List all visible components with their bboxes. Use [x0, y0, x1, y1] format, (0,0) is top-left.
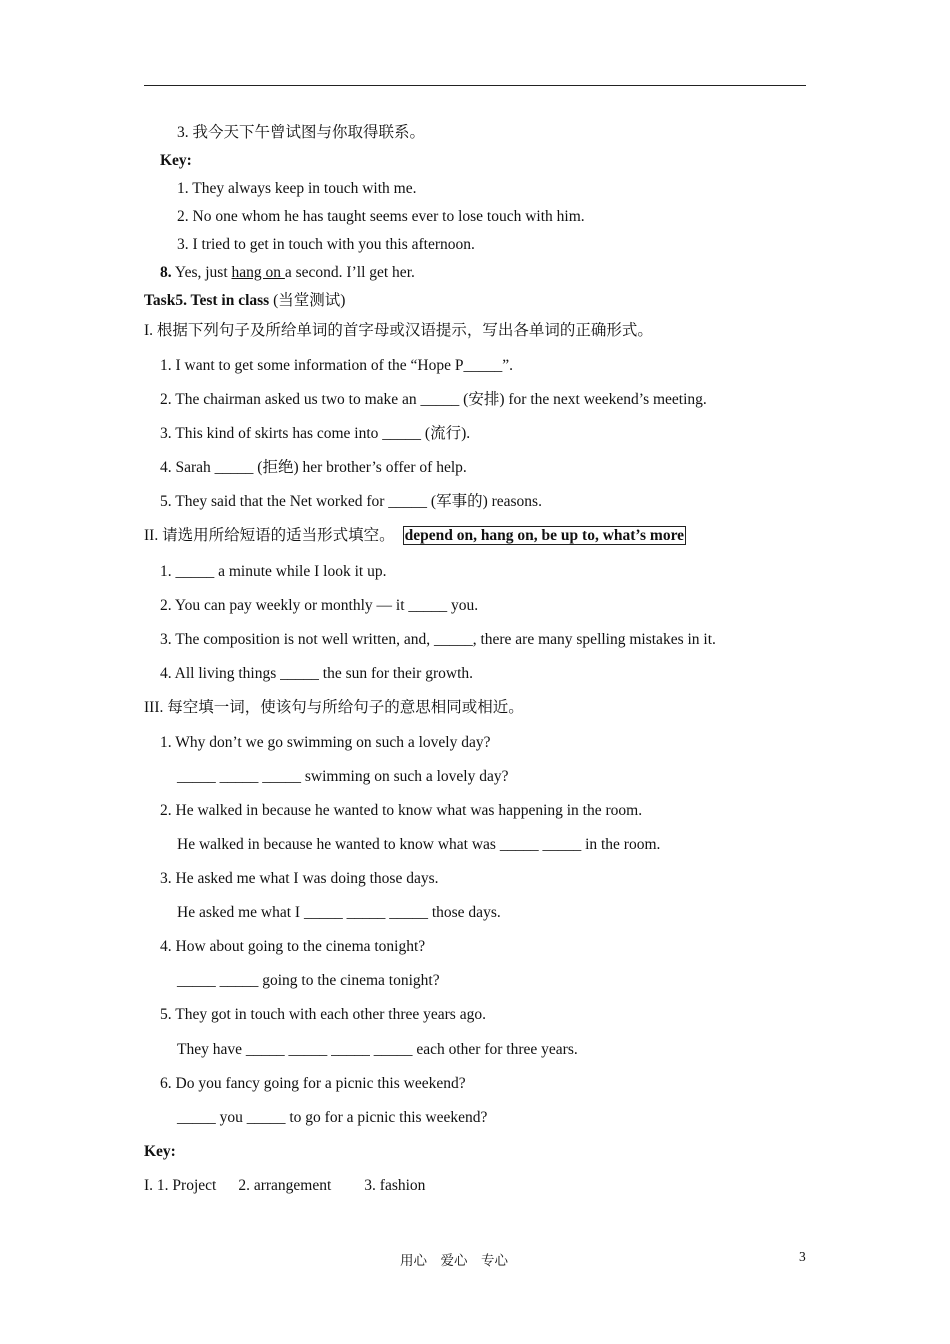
- page-number: 3: [799, 1249, 806, 1264]
- section-3-item-6-question: 6. Do you fancy going for a picnic this weekend?: [160, 1075, 466, 1092]
- section-3-item-2-answer: He walked in because he wanted to know what was _____ _____ in the room.: [177, 836, 661, 853]
- section-1-item-3: 3. This kind of skirts has come into _____ (流行).: [160, 425, 471, 442]
- section-3-item-1-question: 1. Why don’t we go swimming on such a lovely day?: [160, 734, 491, 751]
- task5-title-bold: Task5. Test in class: [144, 292, 270, 309]
- answer-key-label: Key:: [144, 1143, 176, 1160]
- prev-key-2: 2. No one whom he has taught seems ever to lose touch with him.: [177, 208, 585, 225]
- answer-key-line: [144, 1176, 425, 1196]
- section-1-item-2: 2. The chairman asked us two to make an _____ (安排) for the next weekend’s meeting.: [160, 391, 707, 408]
- section-3-item-3-answer: He asked me what I _____ _____ _____ those days.: [177, 904, 501, 921]
- section-1-item-4: 4. Sarah _____ (拒绝) her brother’s offer of help.: [160, 459, 467, 476]
- item-8-underlined-phrase: hang on: [231, 264, 285, 281]
- prev-key-label: Key:: [160, 152, 192, 169]
- answer-key-prefix: I. 1. Project: [144, 1177, 217, 1194]
- item-8-post: a second. I’ll get her.: [284, 264, 415, 281]
- section-3-item-2-question: 2. He walked in because he wanted to know what was happening in the room.: [160, 802, 643, 819]
- section-2-item-2: 2. You can pay weekly or monthly — it _____ you.: [160, 597, 479, 614]
- section-3-item-4-question: 4. How about going to the cinema tonight?: [160, 938, 426, 955]
- footer-motto: 用心 爱心 专心: [400, 1253, 508, 1268]
- section-1-item-5: 5. They said that the Net worked for _____ (军事的) reasons.: [160, 493, 542, 510]
- section-1-item-1: 1. I want to get some information of the “Hope P_____”.: [160, 357, 513, 374]
- section-3-item-6-answer: _____ you _____ to go for a picnic this weekend?: [177, 1109, 488, 1126]
- section-3-item-5-answer: They have _____ _____ _____ _____ each other for three years.: [177, 1041, 578, 1058]
- section-2-heading-text: II. 请选用所给短语的适当形式填空。: [144, 527, 395, 544]
- section-3-item-5-question: 5. They got in touch with each other three years ago.: [160, 1006, 486, 1023]
- section-2-heading: [144, 526, 686, 546]
- section-1-heading: I. 根据下列句子及所给单词的首字母或汉语提示，写出各单词的正确形式。: [144, 322, 653, 339]
- phrase-box: depend on, hang on, be up to, what’s more: [404, 527, 685, 544]
- header-rule: [144, 85, 806, 86]
- prev-item-8: [160, 263, 415, 283]
- task5-subtitle: (当堂测试): [269, 292, 346, 309]
- section-3-item-3-question: 3. He asked me what I was doing those days.: [160, 870, 439, 887]
- section-3-item-4-answer: _____ _____ going to the cinema tonight?: [177, 972, 440, 989]
- answer-key-3: 3. fashion: [364, 1177, 426, 1194]
- section-2-item-4: 4. All living things _____ the sun for their growth.: [160, 665, 473, 682]
- section-3-heading: III. 每空填一词，使该句与所给句子的意思相同或相近。: [144, 699, 524, 716]
- prev-key-3: 3. I tried to get in touch with you this afternoon.: [177, 236, 475, 253]
- section-2-item-1: 1. _____ a minute while I look it up.: [160, 563, 387, 580]
- prev-key-1: 1. They always keep in touch with me.: [177, 180, 417, 197]
- prev-item-3-chinese: 3. 我今天下午曾试图与你取得联系。: [177, 124, 426, 141]
- answer-key-2: 2. arrangement: [238, 1177, 332, 1194]
- section-2-item-3: 3. The composition is not well written, and, _____, there are many spelling mistakes in it.: [160, 631, 716, 648]
- item-8-pre: Yes, just: [171, 264, 232, 281]
- section-3-item-1-answer: _____ _____ _____ swimming on such a lovely day?: [177, 768, 509, 785]
- task5-title: [144, 291, 345, 311]
- item-8-number: 8.: [160, 264, 172, 281]
